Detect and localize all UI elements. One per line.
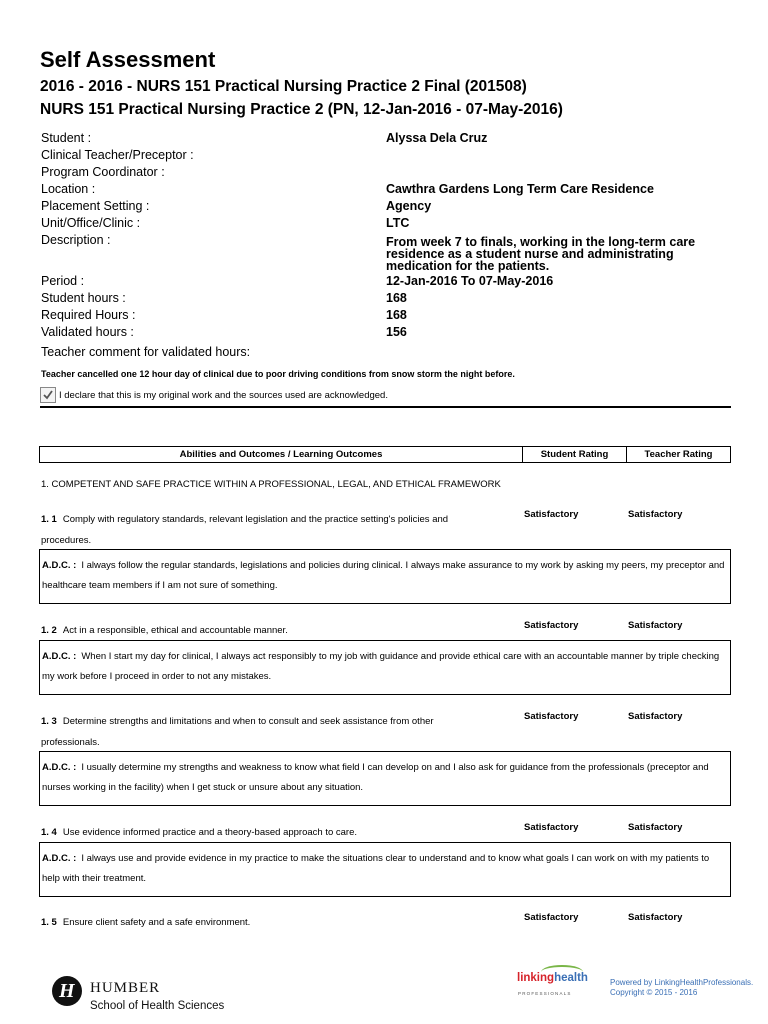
declaration — [40, 387, 388, 403]
col-outcomes-header: Abilities and Outcomes / Learning Outcomes — [40, 447, 523, 462]
program-coordinator-value — [386, 164, 716, 181]
student-value: Alyssa Dela Cruz — [386, 131, 488, 145]
adc-label: A.D.C. : — [42, 651, 77, 662]
humber-name: HUMBER — [90, 980, 161, 996]
info-row-program-coordinator — [41, 164, 731, 181]
outcome-number: 1. 5 — [41, 917, 57, 928]
adc-text: I usually determine my strengths and weakness to know what field I can develop on and I also ask for guidance from the professionals (preceptor and nurses working in the facility) when I get stuck or unsure about any situation. — [42, 762, 709, 793]
student-hours-label: Student hours : — [41, 291, 126, 305]
course-subtitle: 2016 - 2016 - NURS 151 Practical Nursing Practice 2 Final (201508) — [40, 78, 527, 95]
student-rating: Satisfactory — [524, 912, 579, 923]
outcomes-table-header — [39, 446, 731, 463]
adc-label: A.D.C. : — [42, 762, 77, 773]
outcome-item-1-1 — [41, 509, 731, 551]
student-rating: Satisfactory — [524, 620, 579, 631]
teacher-rating: Satisfactory — [628, 822, 683, 833]
info-row-student-hours — [41, 290, 731, 307]
teacher-comment-text: Teacher cancelled one 12 hour day of clinical due to poor driving conditions from snow storm the night before. — [41, 369, 515, 379]
powered-by — [610, 978, 753, 998]
linkinghealth-logo: linkinghealth — [517, 972, 588, 984]
info-row-clinical-teacher — [41, 147, 731, 164]
teacher-rating: Satisfactory — [628, 711, 683, 722]
placement-info — [41, 130, 731, 341]
divider — [40, 406, 731, 408]
description-label: Description : — [41, 233, 111, 247]
placement-label: Placement Setting : — [41, 199, 150, 213]
humber-h-icon: H — [52, 976, 82, 1006]
powered-by-text: Powered by LinkingHealthProfessionals. — [610, 978, 754, 987]
course-period-subtitle: NURS 151 Practical Nursing Practice 2 (PN, 12-Jan-2016 - 07-May-2016) — [40, 101, 563, 118]
linkinghealth-professionals: PROFESSIONALS — [518, 991, 572, 996]
outcome-text: Comply with regulatory standards, relevant legislation and the practice setting's policies and procedures. — [41, 514, 449, 546]
clinical-teacher-label: Clinical Teacher/Preceptor : — [41, 148, 194, 162]
col-teacher-rating-header: Teacher Rating — [644, 449, 713, 460]
outcome-text: Use evidence informed practice and a theory-based approach to care. — [62, 827, 358, 838]
adc-box-1-2 — [39, 640, 731, 695]
student-rating: Satisfactory — [524, 509, 579, 520]
info-row-period — [41, 273, 731, 290]
location-value: Cawthra Gardens Long Term Care Residence — [386, 182, 654, 196]
required-hours-value: 168 — [386, 308, 407, 322]
student-hours-value: 168 — [386, 291, 407, 305]
humber-logo — [52, 976, 224, 1012]
program-coordinator-label: Program Coordinator : — [41, 165, 165, 179]
page-title: Self Assessment — [40, 47, 216, 72]
col-student-rating-header: Student Rating — [523, 447, 627, 462]
outcome-text: Determine strengths and limitations and when to consult and seek assistance from other professionals. — [41, 716, 434, 748]
adc-box-1-3 — [39, 751, 731, 806]
placement-value: Agency — [386, 199, 432, 213]
teacher-rating: Satisfactory — [628, 620, 683, 631]
humber-school: School of Health Sciences — [90, 1000, 225, 1012]
student-label: Student : — [41, 131, 92, 145]
student-rating: Satisfactory — [524, 711, 579, 722]
period-value: 12-Jan-2016 To 07-May-2016 — [386, 274, 554, 288]
location-label: Location : — [41, 182, 96, 196]
adc-text: I always use and provide evidence in my practice to make the situations clear to understand and to know what goals I can work on with my patients to help with their treatment. — [42, 853, 710, 884]
teacher-rating: Satisfactory — [628, 912, 683, 923]
outcome-number: 1. 4 — [41, 827, 57, 838]
copyright-text: Copyright © 2015 - 2016 — [610, 988, 698, 997]
outcome-number: 1. 2 — [41, 625, 57, 636]
period-label: Period : — [41, 274, 85, 288]
info-row-validated-hours — [41, 324, 731, 341]
required-hours-label: Required Hours : — [41, 308, 136, 322]
info-row-location — [41, 181, 731, 198]
clinical-teacher-value — [386, 147, 716, 164]
info-row-unit — [41, 215, 731, 232]
teacher-comment-label: Teacher comment for validated hours: — [41, 345, 251, 359]
teacher-rating: Satisfactory — [628, 509, 683, 520]
adc-label: A.D.C. : — [42, 853, 77, 864]
outcome-number: 1. 1 — [41, 514, 57, 525]
adc-text: I always follow the regular standards, legislations and policies during clinical. I always make assurance to my work by asking my peers, my preceptor and healthcare team members if I am not sure of something. — [42, 560, 725, 591]
info-row-placement — [41, 198, 731, 215]
info-row-required-hours — [41, 307, 731, 324]
adc-box-1-4 — [39, 842, 731, 897]
adc-label: A.D.C. : — [42, 560, 77, 571]
outcome-number: 1. 3 — [41, 716, 57, 727]
student-rating: Satisfactory — [524, 822, 579, 833]
section-heading: 1. COMPETENT AND SAFE PRACTICE WITHIN A PROFESSIONAL, LEGAL, AND ETHICAL FRAMEWORK — [41, 479, 501, 490]
outcome-text: Ensure client safety and a safe environment. — [62, 917, 251, 928]
outcome-item-1-5 — [41, 912, 731, 933]
adc-box-1-1 — [39, 549, 731, 604]
outcome-item-1-2 — [41, 620, 731, 641]
checkmark-icon — [42, 389, 54, 401]
declaration-checkbox[interactable] — [40, 387, 56, 403]
validated-hours-label: Validated hours : — [41, 325, 134, 339]
adc-text: When I start my day for clinical, I always act responsibly to my job with guidance and provide ethical care with an accountable manner by triple checking my work before I proceed in order to not any mistakes. — [42, 651, 720, 682]
outcome-item-1-3 — [41, 711, 731, 753]
description-value: From week 7 to finals, working in the long-term care residence as a student nurse and administrating medication for the patients. — [386, 235, 696, 273]
info-row-student — [41, 130, 731, 147]
info-row-description — [41, 232, 731, 273]
outcome-text: Act in a responsible, ethical and accountable manner. — [62, 625, 288, 636]
outcome-item-1-4 — [41, 822, 731, 843]
unit-value: LTC — [386, 216, 410, 230]
validated-hours-value: 156 — [386, 325, 407, 339]
unit-label: Unit/Office/Clinic : — [41, 216, 141, 230]
declaration-text: I declare that this is my original work and the sources used are acknowledged. — [59, 389, 388, 401]
